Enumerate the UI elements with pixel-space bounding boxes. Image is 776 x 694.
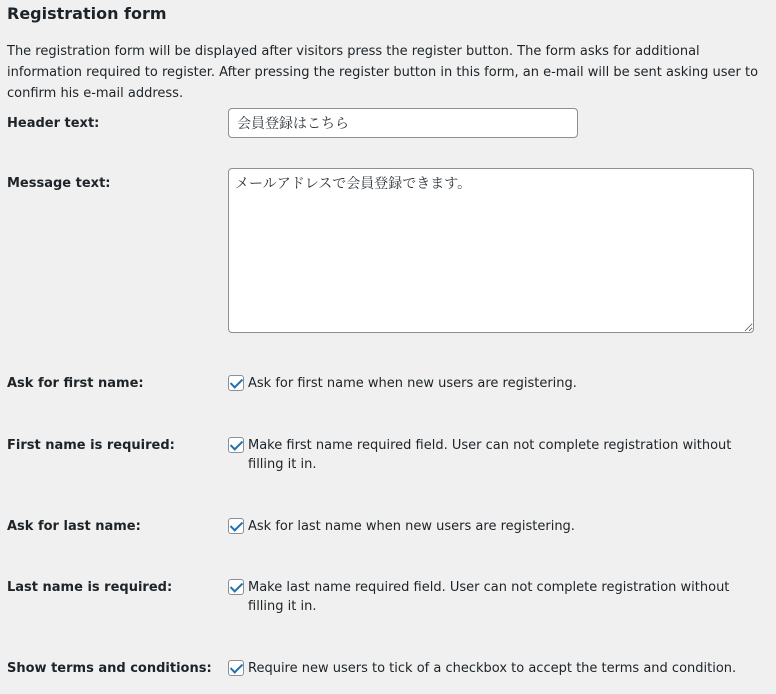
header-text-input[interactable] xyxy=(228,108,578,138)
ask-last-name-option[interactable] xyxy=(228,517,758,536)
header-text-label: Header text: xyxy=(7,116,100,131)
show-terms-checkbox[interactable] xyxy=(228,660,244,676)
show-terms-option[interactable] xyxy=(228,659,758,678)
first-name-required-option[interactable] xyxy=(228,436,758,474)
first-name-required-label: First name is required: xyxy=(7,438,175,453)
last-name-required-checkbox-label[interactable]: Make last name required field. User can not complete registration without filling it in. xyxy=(248,580,730,614)
ask-last-name-checkbox-label[interactable]: Ask for last name when new users are registering. xyxy=(248,519,575,534)
last-name-required-checkbox[interactable] xyxy=(228,579,244,595)
message-text-label: Message text: xyxy=(7,176,111,191)
section-description: The registration form will be displayed after visitors press the register button. The form asks for additional information required to register. After pressing the register button in this form, an e-mail will be sent asking user to confirm his e-mail address. xyxy=(7,44,759,101)
ask-first-name-checkbox-label[interactable]: Ask for first name when new users are registering. xyxy=(248,376,577,391)
message-text-textarea[interactable] xyxy=(228,168,754,333)
ask-first-name-option[interactable] xyxy=(228,374,758,393)
show-terms-label: Show terms and conditions: xyxy=(7,661,212,676)
ask-first-name-label: Ask for first name: xyxy=(7,376,144,391)
ask-last-name-checkbox[interactable] xyxy=(228,518,244,534)
last-name-required-label: Last name is required: xyxy=(7,580,173,595)
first-name-required-checkbox-label[interactable]: Make first name required field. User can not complete registration without filling it in. xyxy=(248,438,732,472)
last-name-required-option[interactable] xyxy=(228,578,758,616)
ask-last-name-label: Ask for last name: xyxy=(7,519,141,534)
first-name-required-checkbox[interactable] xyxy=(228,437,244,453)
section-title: Registration form xyxy=(7,4,167,23)
ask-first-name-checkbox[interactable] xyxy=(228,375,244,391)
show-terms-checkbox-label[interactable]: Require new users to tick of a checkbox to accept the terms and condition. xyxy=(248,661,737,676)
